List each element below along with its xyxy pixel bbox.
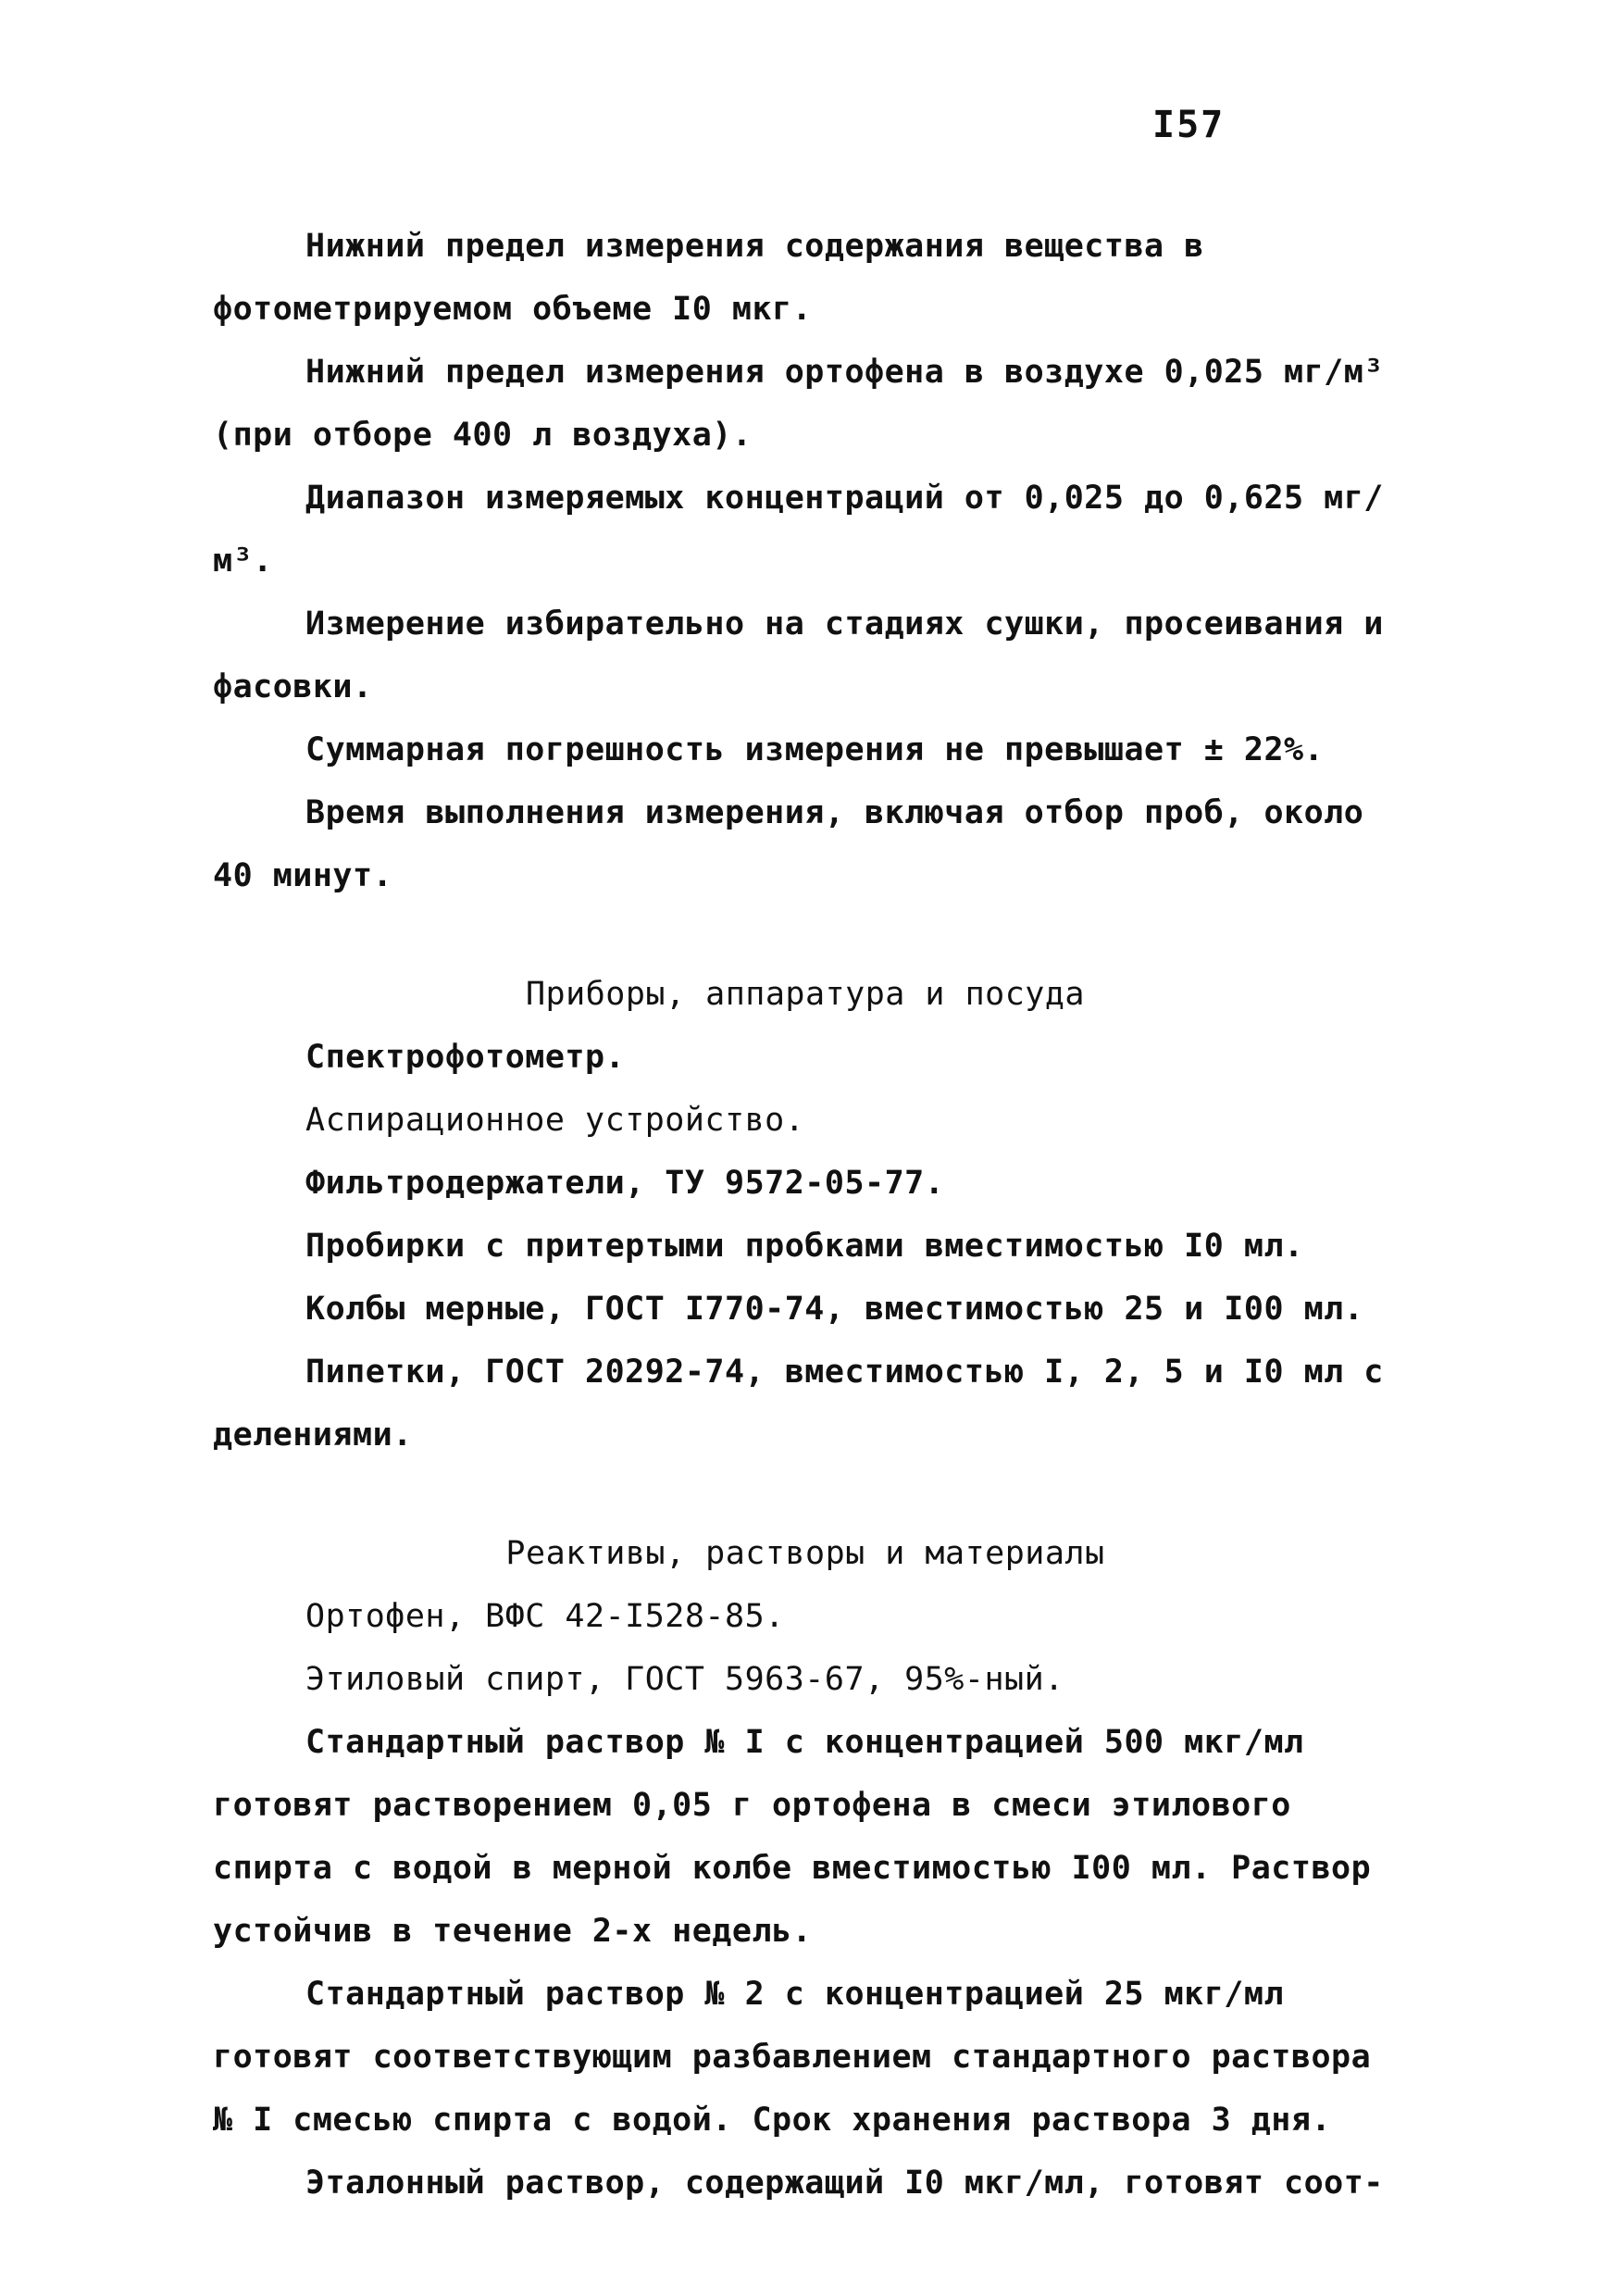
document-body bbox=[213, 215, 1398, 2215]
reagent-item: Стандартный раствор № I с концентрацией 500 мкг/мл готовят растворением 0,05 г ортофена в смеси этилового спирта с водой в мерной колбе вместимостью I00 мл. Раствор устойчив в течение 2-х недель. bbox=[213, 1724, 1372, 1950]
equipment-item: Фильтродержатели, ТУ 9572-05-77. bbox=[305, 1165, 945, 1202]
equipment-item: Пробирки с притертыми пробками вместимостью I0 мл. bbox=[305, 1228, 1304, 1265]
paragraph-selectivity: Измерение избирательно на стадиях сушки, просеивания и фасовки. bbox=[213, 605, 1384, 705]
equipment-item: Спектрофотометр. bbox=[305, 1039, 626, 1076]
reagent-item: Ортофен, ВФС 42-I528-85. bbox=[305, 1598, 785, 1635]
section-heading-equipment: Приборы, аппаратура и посуда bbox=[525, 976, 1085, 1013]
equipment-item: Аспирационное устройство. bbox=[305, 1102, 805, 1139]
paragraph-total-error: Суммарная погрешность измерения не превышает ± 22%. bbox=[305, 731, 1325, 768]
paragraph-lower-limit-volume: Нижний предел измерения содержания вещества в фотометрируемом объеме I0 мкг. bbox=[213, 228, 1204, 328]
page-number: I57 bbox=[1152, 104, 1226, 146]
paragraph-lower-limit-air: Нижний предел измерения ортофена в воздухе 0,025 мг/м³ (при отборе 400 л воздуха). bbox=[213, 354, 1384, 454]
reagent-item: Этиловый спирт, ГОСТ 5963-67, 95%-ный. bbox=[305, 1661, 1064, 1698]
paragraph-duration: Время выполнения измерения, включая отбор проб, около 40 минут. bbox=[213, 794, 1364, 894]
reagent-item: Эталонный раствор, содержащий I0 мкг/мл, готовят соот- bbox=[305, 2165, 1384, 2202]
reagent-item: Стандартный раствор № 2 с концентрацией 25 мкг/мл готовят соответствующим разбавлением стандартного раствора № I смесью спирта с водой. Срок хранения раствора 3 дня. bbox=[213, 1976, 1372, 2139]
equipment-item: Колбы мерные, ГОСТ I770-74, вместимостью 25 и I00 мл. bbox=[305, 1291, 1364, 1328]
section-heading-reagents: Реактивы, растворы и материалы bbox=[505, 1535, 1105, 1572]
paragraph-concentration-range: Диапазон измеряемых концентраций от 0,025 до 0,625 мг/м³. bbox=[213, 480, 1384, 580]
equipment-item: Пипетки, ГОСТ 20292-74, вместимостью I, 2, 5 и I0 мл с делениями. bbox=[213, 1354, 1384, 1454]
